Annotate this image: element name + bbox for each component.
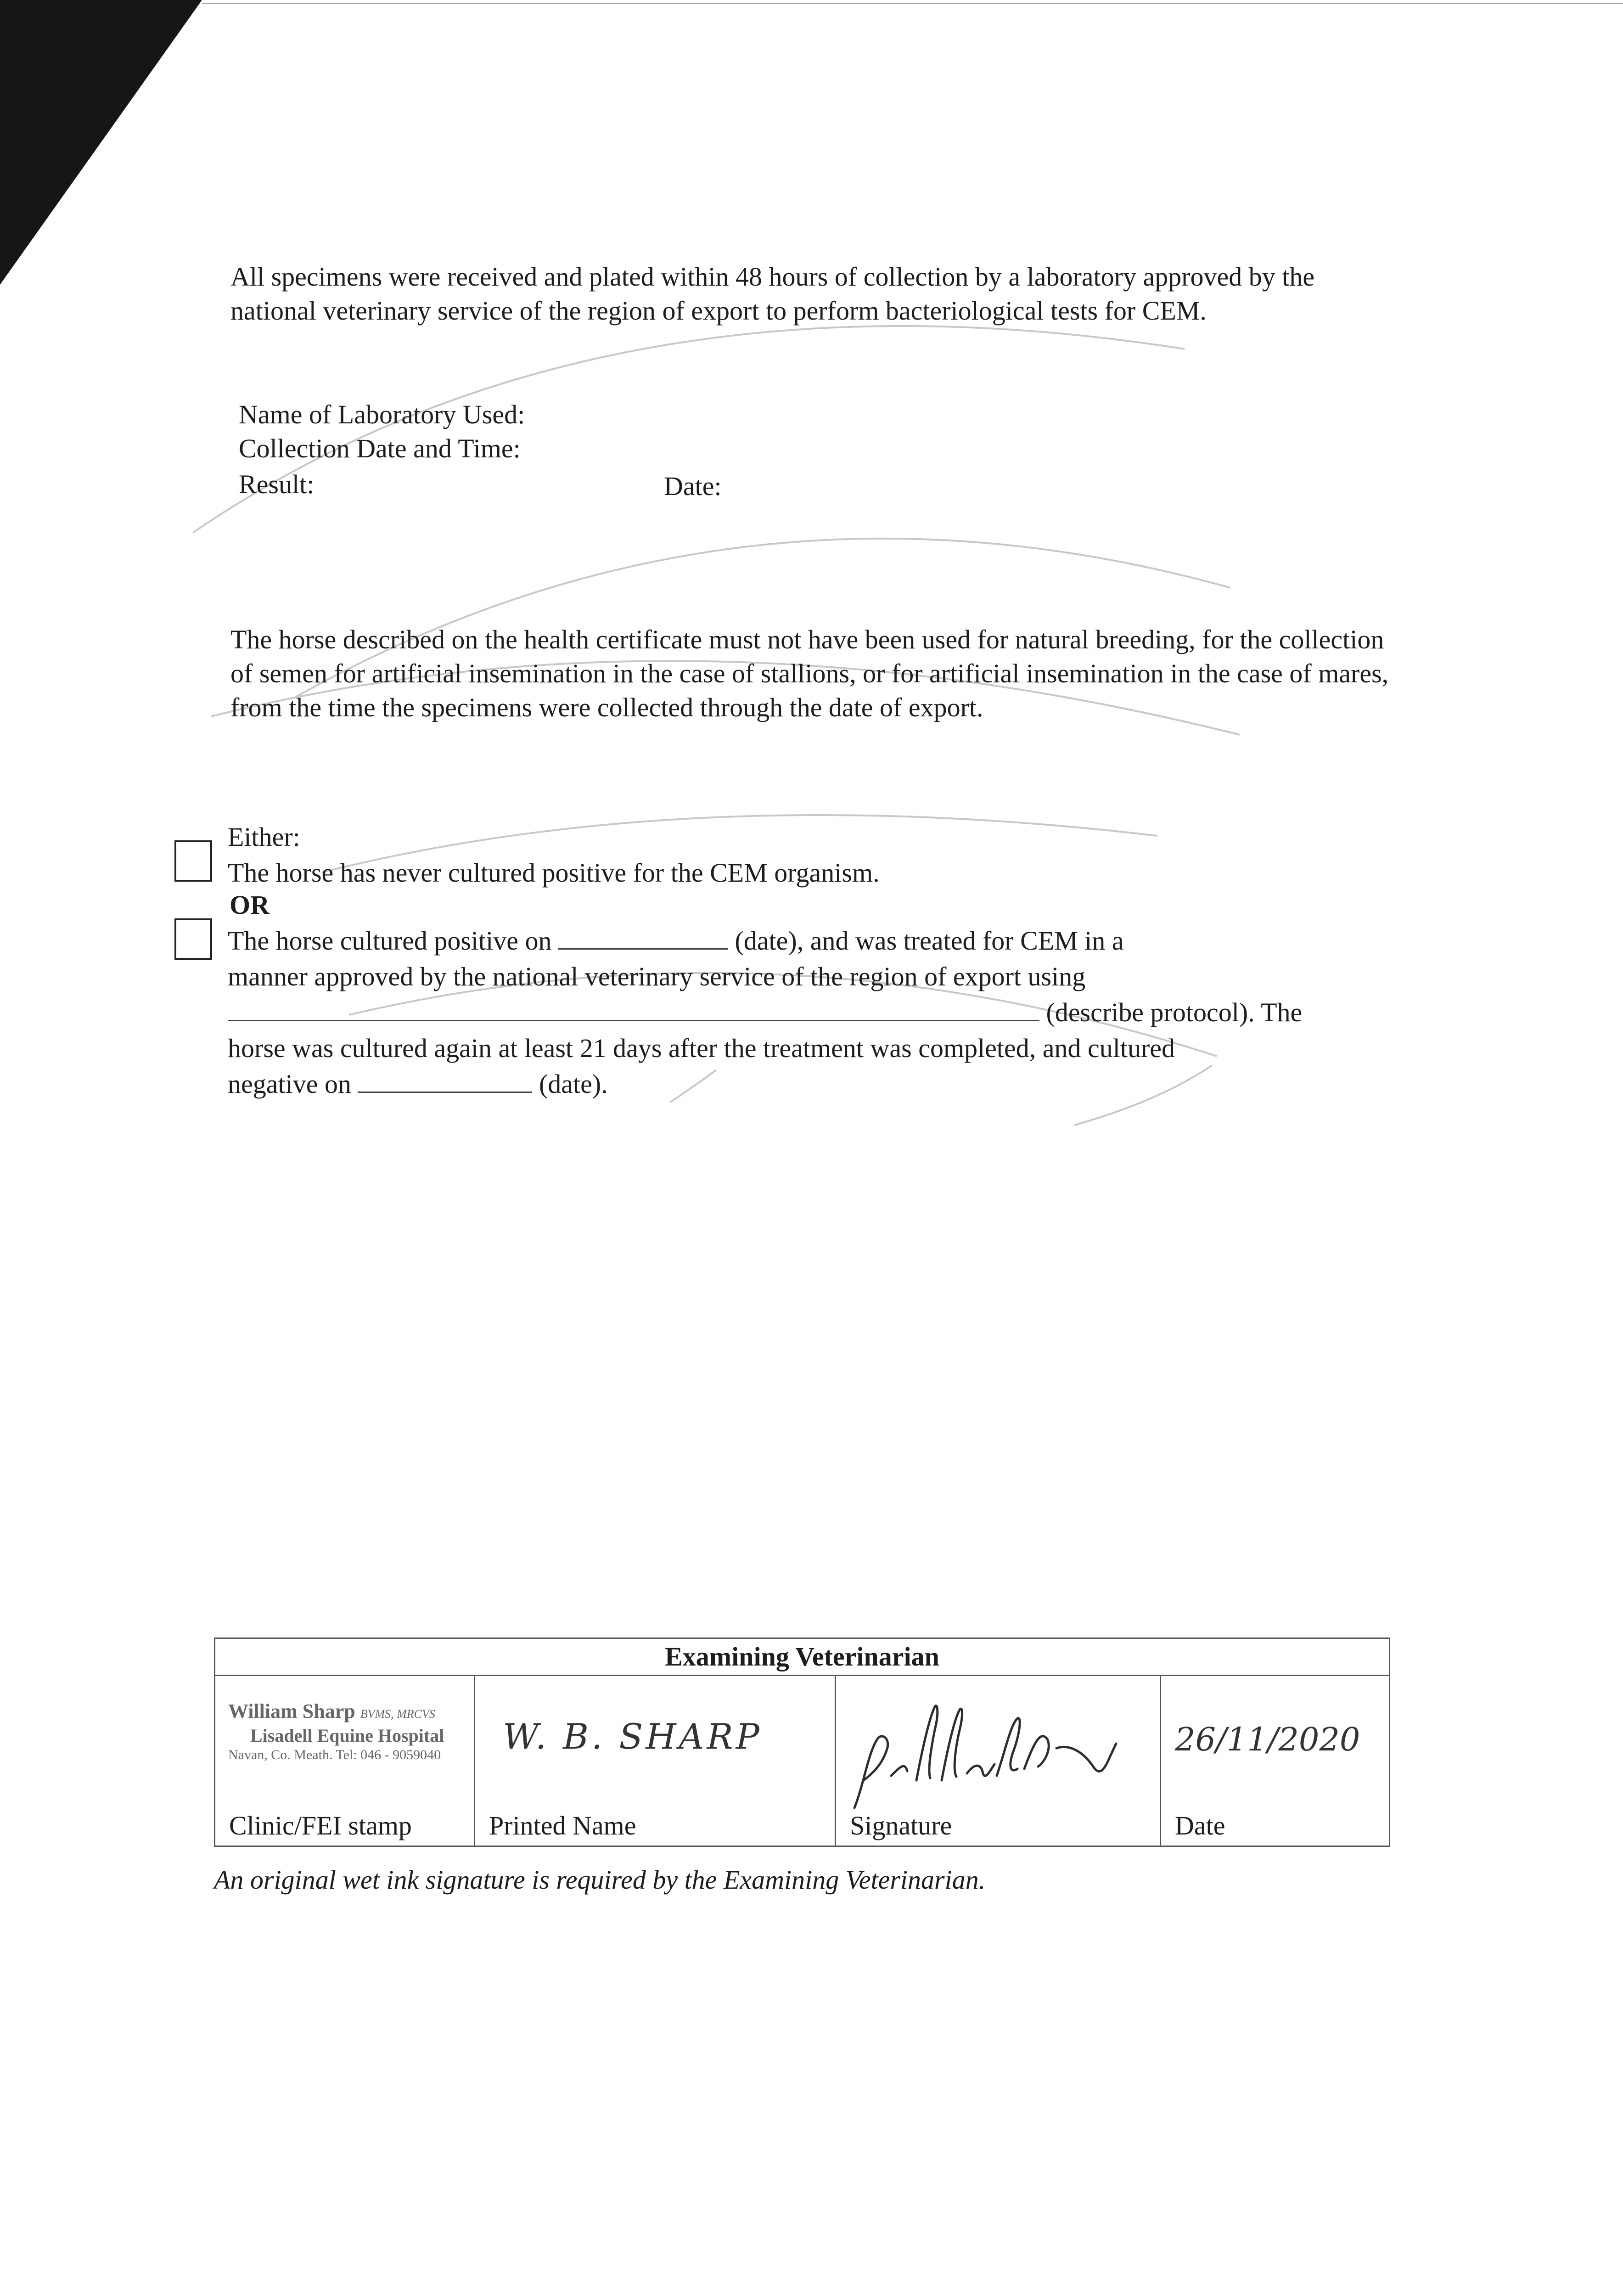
stamp-address: Navan, Co. Meath. Tel: 046 - 9059040: [228, 1747, 441, 1762]
result-label: Result:: [239, 469, 314, 499]
breeding-paragraph: The horse described on the health certificate must not have been used for natural breeding, for the collection of semen for artificial insemination in the case of stallions, or for artificial insemination in the case of mares, from the time the specimens were collected through the date of export.: [230, 625, 1389, 722]
option-never-positive: The horse has never cultured positive for the CEM organism.: [228, 858, 880, 888]
signature-cell: [836, 1675, 1161, 1846]
scan-edge-line: [202, 3, 1623, 4]
signature-label: Signature: [850, 1811, 952, 1840]
clinic-stamp-label: Clinic/FEI stamp: [229, 1811, 412, 1840]
or-label: OR: [230, 890, 270, 920]
option2-text-b: (date), and was treated for CEM in a: [735, 926, 1124, 956]
stamp-qualifications: BVMS, MRCVS: [360, 1707, 435, 1721]
option2-text-e: horse was cultured again at least 21 days after the treatment was completed, and cultured: [228, 1033, 1175, 1063]
option2-text-g: (date).: [539, 1069, 608, 1099]
handwritten-date: 26/11/2020: [1175, 1721, 1360, 1758]
negative-date-blank[interactable]: [358, 1069, 532, 1093]
option2-text-c: manner approved by the national veterinary service of the region of export using: [228, 962, 1086, 991]
either-label: Either:: [228, 822, 300, 852]
collection-date-label: Collection Date and Time:: [239, 433, 521, 463]
date-cell: [1161, 1675, 1389, 1846]
never-positive-checkbox[interactable]: [174, 840, 212, 882]
printed-name-label: Printed Name: [489, 1811, 636, 1840]
laboratory-label: Name of Laboratory Used:: [239, 400, 525, 429]
result-date-label: Date:: [664, 471, 722, 501]
specimens-paragraph: All specimens were received and plated within 48 hours of collection by a laboratory approved by the national veterinary service of the region of export to perform bacteriological tests for CEM.: [230, 262, 1315, 326]
stamp-vet-name: William Sharp: [228, 1700, 355, 1722]
examining-veterinarian-title: Examining Veterinarian: [215, 1639, 1389, 1676]
option2-text-a: The horse cultured positive on: [228, 926, 552, 956]
examining-veterinarian-table: [214, 1638, 1390, 1847]
wet-ink-signature-note: An original wet ink signature is required by the Examining Veterinarian.: [214, 1865, 986, 1895]
option2-text-f: negative on: [228, 1069, 351, 1099]
scan-corner-shadow: [0, 0, 202, 285]
cultured-positive-checkbox[interactable]: [174, 918, 212, 960]
printed-name-cell: [475, 1675, 836, 1846]
option2-text-d: (describe protocol). The: [1046, 997, 1303, 1027]
clinic-stamp-cell: [215, 1675, 475, 1846]
clinic-stamp: [228, 1700, 485, 1764]
handwritten-printed-name: W. B. SHARP: [503, 1716, 762, 1757]
option-cultured-positive: [228, 923, 1302, 1102]
stamp-hospital: Lisadell Equine Hospital: [250, 1725, 444, 1746]
protocol-blank[interactable]: [228, 997, 1039, 1021]
date-label: Date: [1175, 1811, 1225, 1840]
positive-date-blank[interactable]: [558, 925, 728, 950]
